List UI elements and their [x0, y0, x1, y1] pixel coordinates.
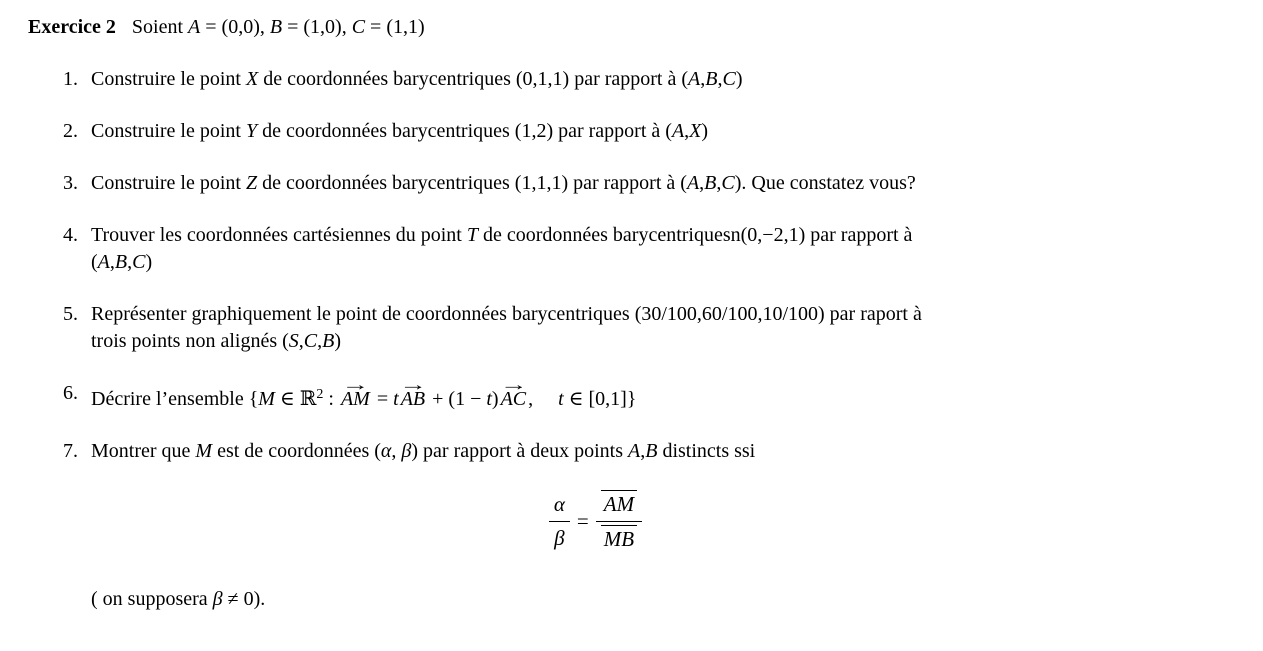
item-number: 1. [63, 68, 78, 90]
item-line [91, 249, 1223, 276]
math-variable: α [553, 492, 565, 517]
math-variable: α [380, 440, 392, 463]
fraction-denominator [549, 522, 570, 552]
exercise-item [28, 438, 1223, 465]
text-run: de coordonnées barycentriques (1,1,1) par rapport à ( [257, 172, 687, 194]
text-run: , [317, 330, 323, 352]
text-run: ) [701, 120, 709, 142]
item-text [91, 380, 1223, 413]
item-text [91, 301, 1223, 355]
exercise-item [28, 66, 1223, 93]
math-variable: B [705, 68, 718, 90]
item-text [91, 170, 1223, 197]
math-variable: Y [245, 120, 258, 142]
item-text [91, 438, 1223, 465]
text-run: Soient [131, 16, 189, 38]
fraction-numerator [596, 490, 642, 522]
math-variable: A [628, 440, 641, 463]
text-run: = (1,1) [365, 16, 425, 38]
math-variable: t [558, 388, 564, 411]
text-run: ). Que constatez vous? [734, 172, 916, 194]
fraction [549, 491, 570, 552]
math-variable: M [258, 388, 275, 411]
item-line [91, 380, 1223, 413]
math-variable: B [322, 330, 335, 352]
footnote [91, 586, 1223, 613]
text-run: ≠ 0). [222, 588, 266, 611]
text-run: + (1 − [427, 388, 487, 411]
text-run: : [323, 388, 339, 411]
item-text [91, 66, 1223, 93]
text-run: Trouver les coordonnées cartésiennes du point [91, 224, 467, 246]
item-number: 7. [63, 440, 78, 463]
text-run: , [109, 251, 115, 273]
math-variable: β [554, 526, 565, 551]
vector-with-arrow-icon: → AC [501, 380, 527, 410]
item-line [91, 118, 1223, 145]
item-text [91, 118, 1223, 145]
text-run: Construire le point [91, 120, 246, 142]
item-line [91, 222, 1223, 249]
text-run: Construire le point [91, 172, 246, 194]
item-number: 4. [63, 224, 78, 246]
math-variable: B [269, 16, 283, 38]
math-variable: A [686, 172, 700, 194]
text-run: , [298, 330, 304, 352]
item-number: 3. [63, 172, 78, 194]
math-variable: C [722, 68, 736, 90]
math-variable: B [645, 440, 658, 463]
math-variable: β [401, 440, 412, 463]
exercise-item-list [28, 66, 1223, 465]
math-variable: A [671, 120, 685, 142]
text-run: distincts ssi [657, 440, 756, 463]
text-run: de coordonnées barycentriques (0,1,1) par rapport à ( [258, 68, 689, 90]
text-run: Représenter graphiquement le point de coordonnées barycentriques (30/100,60/100,10/100) par raport à [91, 303, 922, 325]
math-variable: S [288, 330, 299, 352]
text-run: , [699, 172, 705, 194]
text-run: ∈ ℝ [274, 388, 317, 411]
text-run: ( [91, 251, 98, 273]
text-run: ) [145, 251, 153, 273]
text-run: , [717, 68, 723, 90]
text-run: Montrer que [91, 440, 196, 463]
text-run: , [391, 440, 402, 463]
signed-measure-overline: AM [601, 490, 637, 516]
text-run: de coordonnées barycentriquesn(0,−2,1) par rapport à [477, 224, 913, 246]
display-equation [28, 490, 1163, 553]
exercise-item [28, 301, 1223, 355]
text-run: , [700, 68, 706, 90]
text-run: de coordonnées barycentriques (1,2) par rapport à ( [257, 120, 672, 142]
exercise-number-label: Exercice 2 [28, 16, 116, 38]
math-variable: X [689, 120, 702, 142]
math-variable: A [188, 16, 201, 38]
math-variable: C [132, 251, 146, 273]
item-text [91, 222, 1223, 276]
text-run: = [576, 509, 589, 534]
math-variable: B [114, 251, 128, 273]
math-variable: A [97, 251, 110, 273]
text-run: = (1,0), [282, 16, 352, 38]
text-run: ) par rapport à deux points [411, 440, 628, 463]
text-run: = [371, 388, 394, 411]
item-number: 2. [63, 120, 78, 142]
item-number: 6. [63, 382, 78, 404]
math-variable: t [486, 388, 492, 411]
exercise-item [28, 222, 1223, 276]
math-variable: B [704, 172, 717, 194]
vector-with-arrow-icon: → AM [341, 380, 370, 410]
item-number: 5. [63, 303, 78, 325]
text-run: , [684, 120, 690, 142]
math-variable: X [245, 68, 259, 90]
signed-measure-overline: MB [601, 525, 637, 551]
item-line [91, 301, 1223, 328]
text-run: , [528, 388, 559, 411]
math-variable: Z [245, 172, 258, 194]
math-variable: C [351, 16, 366, 38]
math-variable: A [688, 68, 701, 90]
math-variable: M [195, 440, 213, 463]
text-run: , [127, 251, 133, 273]
text-run: est de coordonnées ( [212, 440, 381, 463]
math-variable: C [721, 172, 735, 194]
text-run: ∈ [0,1]} [563, 388, 637, 411]
math-variable: T [466, 224, 478, 246]
exercise-item [28, 118, 1223, 145]
text-run: , [716, 172, 722, 194]
math-variable: β [212, 588, 223, 611]
exercise-item [28, 170, 1223, 197]
text-run: Décrire l’ensemble { [91, 388, 259, 411]
text-run: trois points non alignés ( [91, 330, 289, 352]
text-run: ) [334, 330, 341, 352]
heading-intro [132, 16, 425, 38]
exercise-item [28, 380, 1223, 413]
text-run: ) [735, 68, 743, 90]
fraction [596, 490, 642, 553]
fraction-numerator [549, 491, 570, 522]
vector-with-arrow-icon: → AB [401, 380, 425, 410]
text-run: Construire le point [91, 68, 246, 90]
text-run: ) [491, 388, 499, 411]
fraction-denominator [596, 522, 642, 553]
text-run: ( on supposera [91, 588, 213, 611]
item-line [91, 170, 1223, 197]
math-variable: t [393, 388, 399, 411]
exercise-heading [28, 14, 1223, 41]
item-line [91, 328, 1223, 355]
text-run: = (0,0), [200, 16, 270, 38]
item-line [91, 66, 1223, 93]
text-run: , [640, 440, 646, 463]
math-variable: C [303, 330, 318, 352]
superscript: 2 [316, 387, 324, 403]
item-line [91, 438, 1223, 465]
